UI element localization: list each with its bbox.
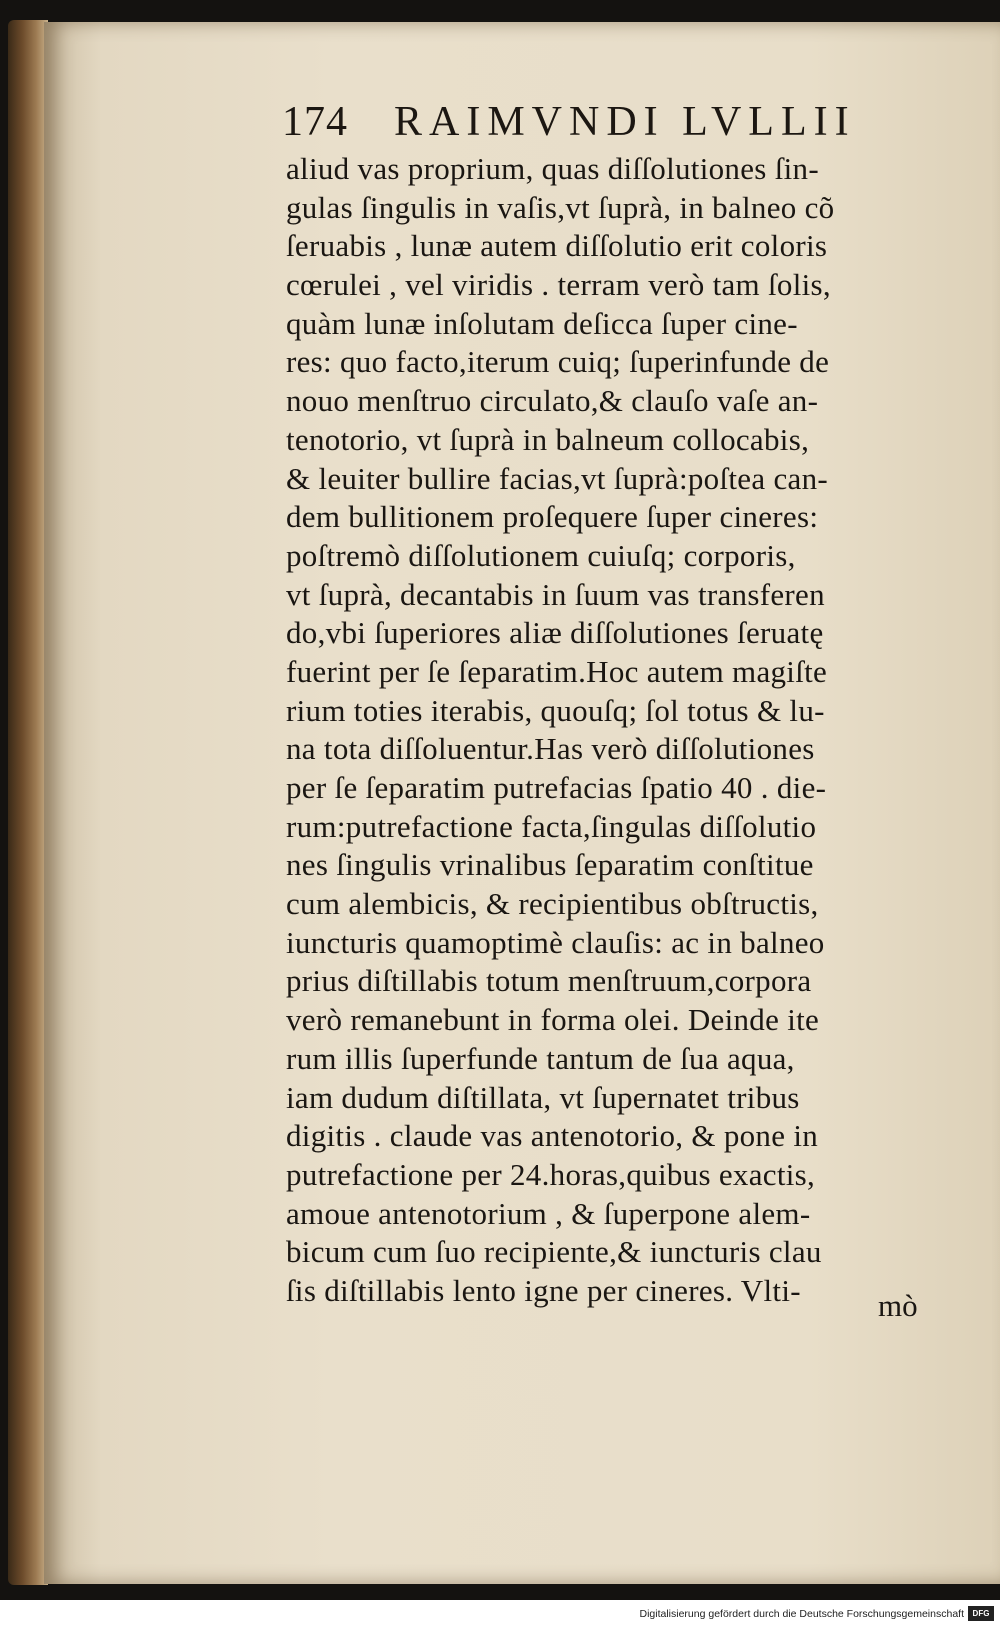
text-line: rium toties iterabis, quouſq; ſol totus & lu- xyxy=(286,692,825,728)
footer-bar xyxy=(0,1600,1000,1629)
text-line: verò remanebunt in forma olei. Deinde ite xyxy=(286,1002,820,1038)
text-line: iuncturis quamoptimè clauſis: ac in balneo xyxy=(286,924,825,960)
text-line: vt ſuprà, decantabis in ſuum vas transferen xyxy=(286,576,825,612)
text-line: prius diſtillabis totum menſtruum,corpora xyxy=(286,963,812,999)
page-header xyxy=(282,98,902,154)
text-line: ſeruabis , lunæ autem diſſolutio erit coloris xyxy=(286,228,828,264)
text-line: cum alembicis, & recipientibus obſtructis, xyxy=(286,886,819,922)
text-line: poſtremò diſſolutionem cuiuſq; corporis, xyxy=(286,537,796,573)
digitization-credit: Digitalisierung gefördert durch die Deutsche Forschungsgemeinschaft xyxy=(639,1608,964,1620)
text-line: nouo menſtruo circulato,& clauſo vaſe an- xyxy=(286,383,819,419)
text-line: do,vbi ſuperiores aliæ diſſolutiones ſeruatę xyxy=(286,615,824,651)
text-line: rum:putrefactione facta,ſingulas diſſolutio xyxy=(286,808,817,844)
text-line: rum illis ſuperfunde tantum de ſua aqua, xyxy=(286,1040,795,1076)
catchword: mò xyxy=(878,1288,918,1323)
text-block xyxy=(286,150,946,1311)
text-line: gulas ſingulis in vaſis,vt ſuprà, in balneo cõ xyxy=(286,189,835,225)
text-line: quàm lunæ inſolutam deſicca ſuper cine- xyxy=(286,305,798,341)
text-line: res: quo facto,iterum cuiq; ſuperinfunde de xyxy=(286,344,830,380)
text-line: digitis . claude vas antenotorio, & pone in xyxy=(286,1118,819,1154)
text-line: nes ſingulis vrinalibus ſeparatim conſtitue xyxy=(286,847,814,883)
text-line: dem bullitionem proſequere ſuper cineres: xyxy=(286,499,819,535)
text-line: aliud vas proprium, quas diſſolutiones ſin- xyxy=(286,151,819,186)
text-line: fuerint per ſe ſeparatim.Hoc autem magiſte xyxy=(286,653,828,689)
dfg-logo: DFG xyxy=(968,1606,994,1621)
text-line: per ſe ſeparatim putrefacias ſpatio 40 . die- xyxy=(286,770,827,805)
text-line: amoue antenotorium , & ſuperpone alem- xyxy=(286,1195,811,1231)
running-head: RAIMVNDI LVLLII xyxy=(394,99,856,145)
book-spine-edge xyxy=(8,20,48,1585)
text-line: & leuiter bullire facias,vt ſuprà:poſtea can- xyxy=(286,460,828,496)
page-number: 174 xyxy=(282,99,348,145)
text-line: tenotorio, vt ſuprà in balneum collocabis, xyxy=(286,421,810,457)
text-line: ſis diſtillabis lento igne per cineres. Vlti- xyxy=(286,1272,801,1308)
text-line: cœrulei , vel viridis . terram verò tam ſolis, xyxy=(286,267,831,303)
text-line: na tota diſſoluentur.Has verò diſſolutiones xyxy=(286,731,815,767)
text-line: bicum cum ſuo recipiente,& iuncturis clau xyxy=(286,1234,822,1270)
text-line: putrefactione per 24.horas,quibus exactis, xyxy=(286,1156,816,1192)
text-line: iam dudum diſtillata, vt ſupernatet tribus xyxy=(286,1079,800,1115)
